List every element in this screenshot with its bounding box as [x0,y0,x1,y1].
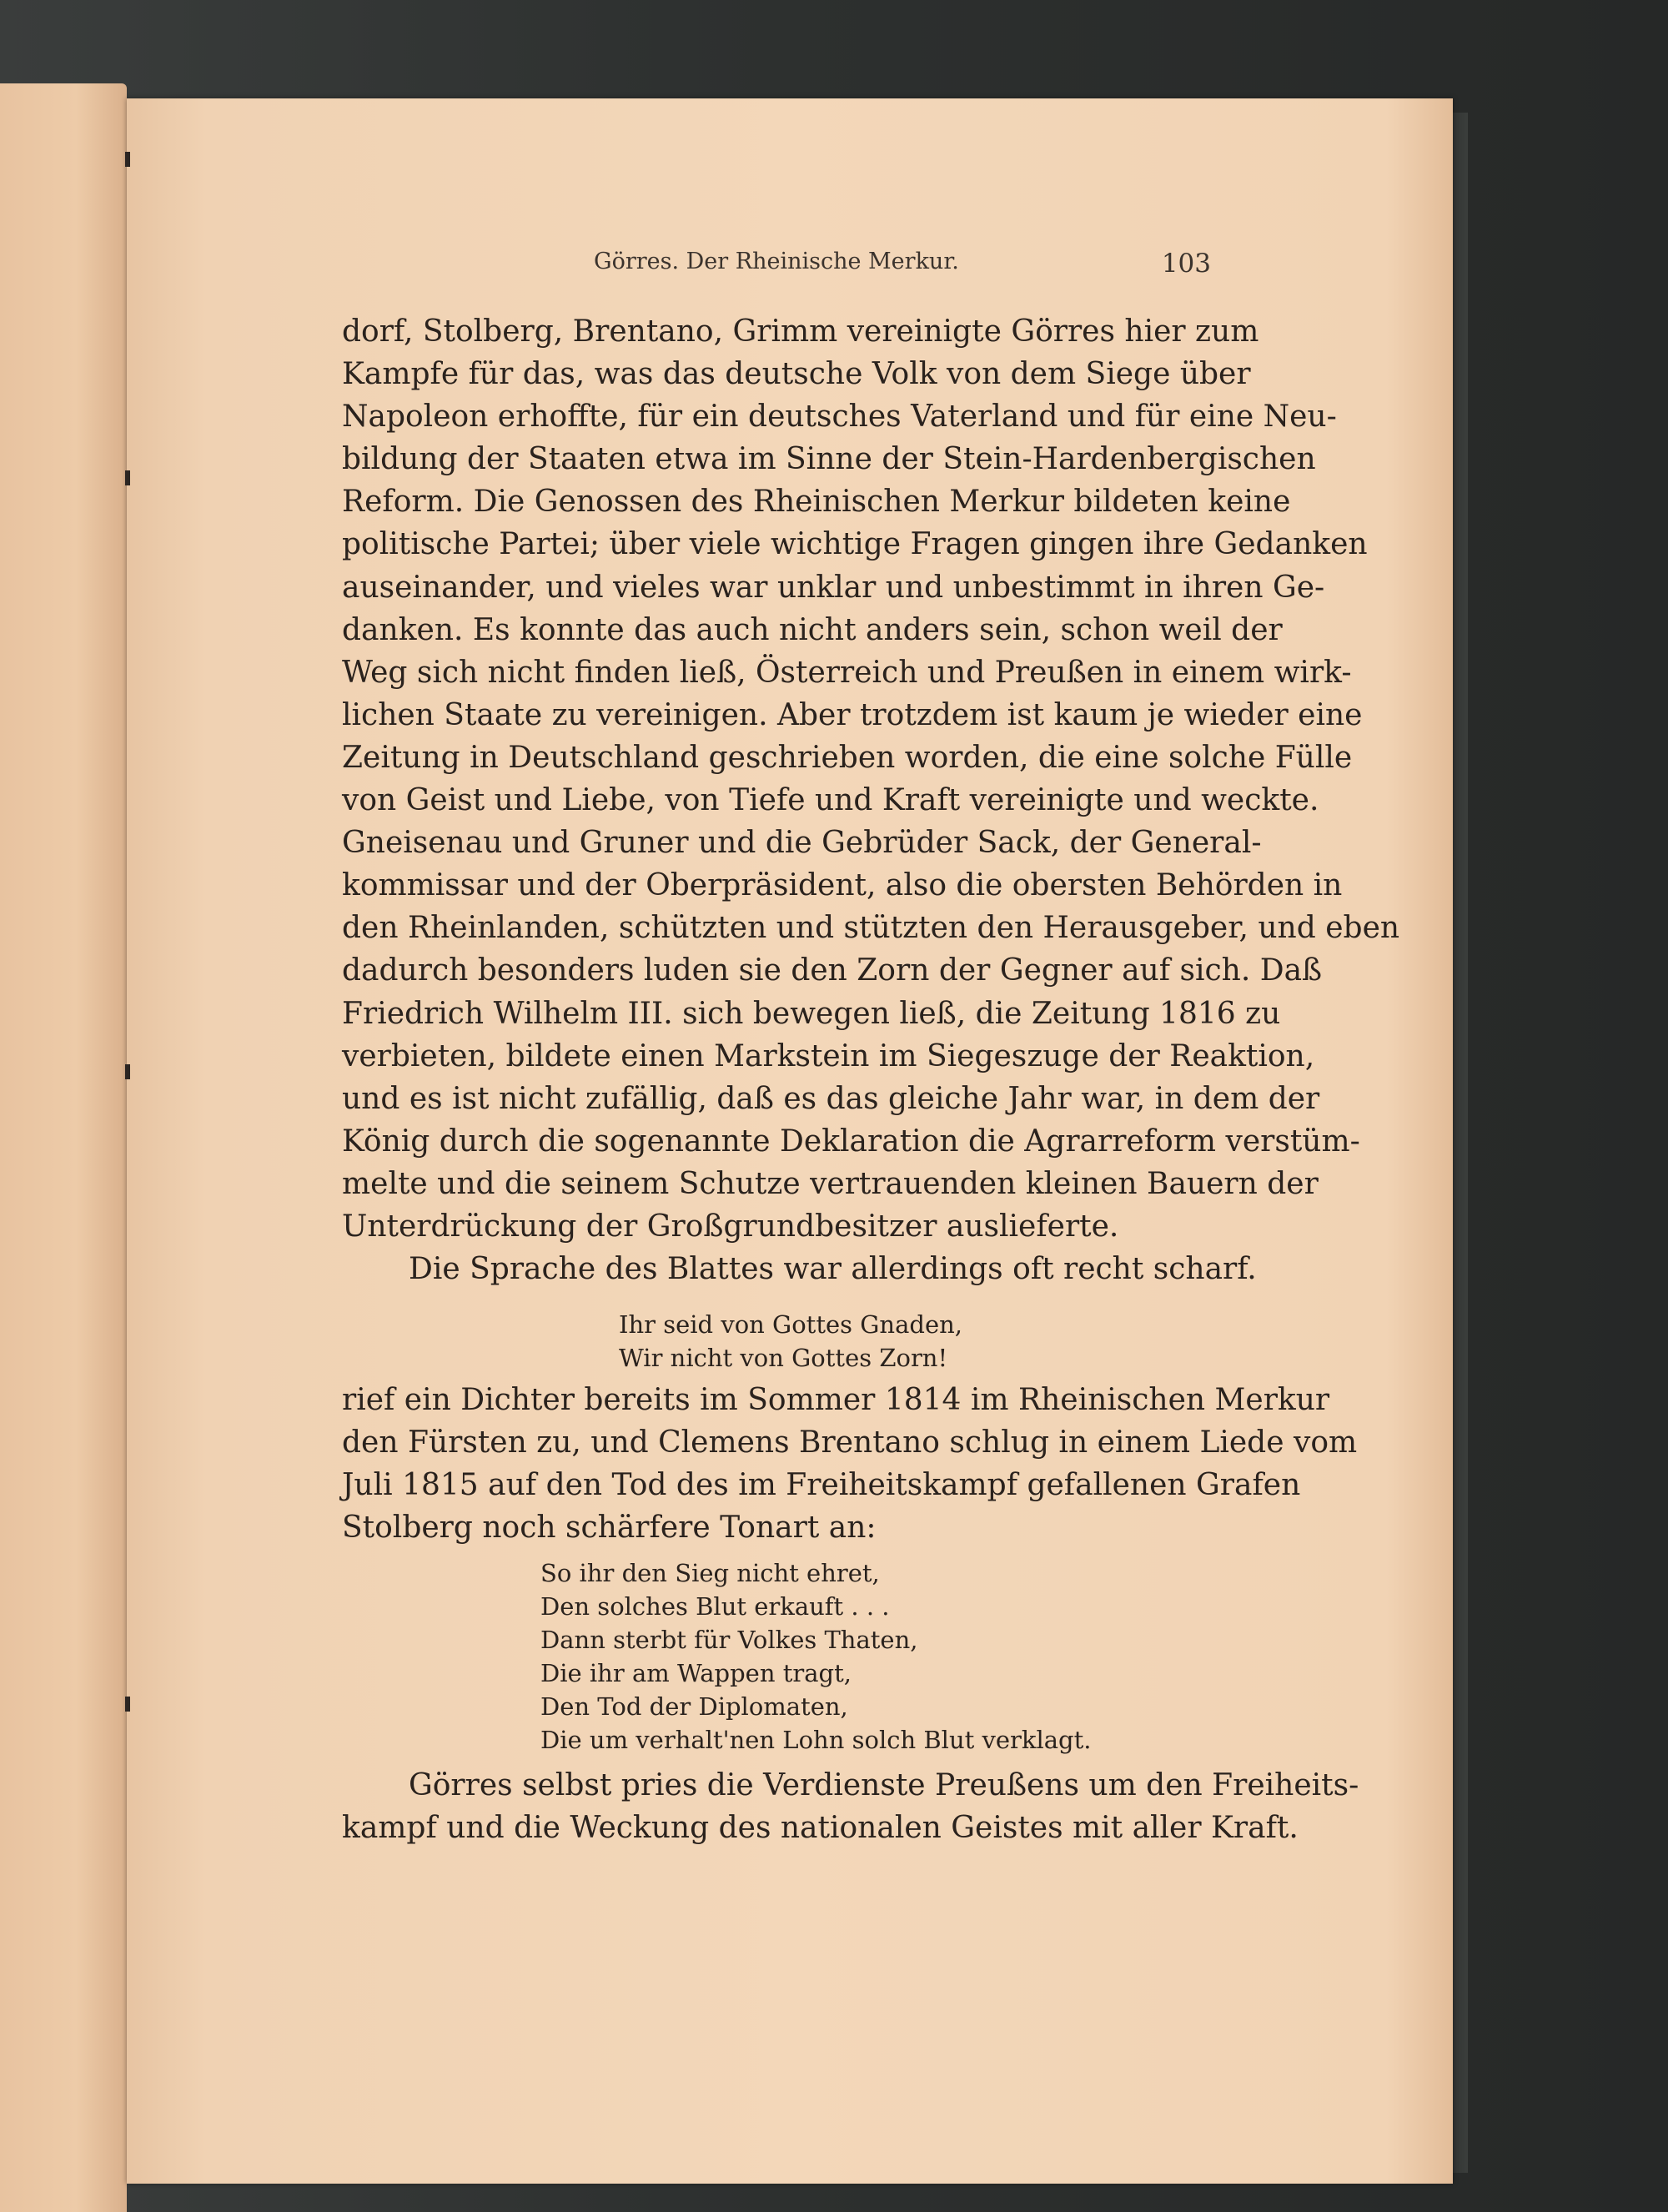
text-line: den Rheinlanden, schützten und stützten den Herausgeber, und eben [342,911,1400,946]
text-line: lichen Staate zu vereinigen. Aber trotzdem ist kaum je wieder eine [342,697,1363,732]
verse-line: Den Tod der Diplomaten, [540,1692,848,1721]
verse-line: Die ihr am Wappen tragt, [540,1659,852,1687]
text-line: Zeitung in Deutschland geschrieben worden, die eine solche Fülle [342,740,1353,775]
text-line: den Fürsten zu, und Clemens Brentano schlug in einem Liede vom [342,1425,1358,1460]
verse-line: Wir nicht von Gottes Zorn! [619,1344,948,1372]
text-line: bildung der Staaten etwa im Sinne der Stein-Hardenbergischen [342,442,1316,477]
body-text-end [342,1764,1359,1849]
verse-line: Dann sterbt für Volkes Thaten, [540,1626,918,1654]
running-head-title: Görres. Der Rheinische Merkur. [594,249,959,274]
verse-quote-1 [619,1308,962,1375]
gutter-sewing-mark [125,152,130,167]
text-line: dadurch besonders luden sie den Zorn der Gegner auf sich. Daß [342,953,1323,988]
text-line: auseinander, und vieles war unklar und unbestimmt in ihren Ge- [342,570,1325,605]
verse-line: Den solches Blut erkauft . . . [540,1592,890,1621]
left-page-edge [0,83,127,2212]
paragraph-first-line: Die Sprache des Blattes war allerdings oft recht scharf. [409,1252,1257,1287]
verse-line: So ihr den Sieg nicht ehret, [540,1559,880,1587]
verse-line: Ihr seid von Gottes Gnaden, [619,1310,963,1339]
text-line: und es ist nicht zufällig, daß es das gleiche Jahr war, in dem der [342,1081,1320,1116]
text-line: Görres selbst pries die Verdienste Preußens um den Freiheits- [409,1768,1359,1802]
text-line: politische Partei; über viele wichtige Fragen gingen ihre Gedanken [342,527,1368,562]
text-line: kommissar und der Oberpräsident, also die obersten Behörden in [342,868,1343,903]
running-head [250,249,1234,282]
page-number: 103 [1161,249,1211,279]
text-line: dorf, Stolberg, Brentano, Grimm vereinigte Görres hier zum [342,314,1259,349]
text-line: melte und die seinem Schutze vertrauenden kleinen Bauern der [342,1166,1319,1201]
text-line: Weg sich nicht finden ließ, Österreich und Preußen in einem wirk- [342,655,1352,690]
verse-line: Die um verhalt'nen Lohn solch Blut verklagt. [540,1726,1092,1754]
text-line: Unterdrückung der Großgrundbesitzer auslieferte. [342,1209,1119,1244]
text-line: rief ein Dichter bereits im Sommer 1814 im Rheinischen Merkur [342,1383,1330,1417]
text-line: Napoleon erhoffte, für ein deutsches Vaterland und für eine Neu- [342,400,1337,435]
text-line: König durch die sogenannte Deklaration die Agrarreform verstüm- [342,1124,1360,1159]
body-text-middle [342,1379,1358,1549]
text-line: Kampfe für das, was das deutsche Volk von dem Siege über [342,357,1251,392]
gutter-sewing-mark [125,470,130,485]
gutter-sewing-mark [125,1697,130,1712]
text-line: von Geist und Liebe, von Tiefe und Kraft vereinigte und weckte. [342,783,1319,818]
text-line: Stolberg noch schärfere Tonart an: [342,1511,877,1546]
text-line: Friedrich Wilhelm III. sich bewegen ließ, die Zeitung 1816 zu [342,996,1281,1031]
text-line: kampf und die Weckung des nationalen Geistes mit aller Kraft. [342,1811,1299,1846]
verse-quote-2 [540,1556,1091,1757]
text-line: Gneisenau und Gruner und die Gebrüder Sack, der General- [342,826,1262,861]
gutter-sewing-mark [125,1064,130,1079]
text-line: verbieten, bildete einen Markstein im Siegeszuge der Reaktion, [342,1038,1315,1073]
text-line: Reform. Die Genossen des Rheinischen Merkur bildeten keine [342,485,1291,520]
body-text [342,310,1400,1290]
text-line: danken. Es konnte das auch nicht anders sein, schon weil der [342,612,1283,647]
text-line: Juli 1815 auf den Tod des im Freiheitskampf gefallenen Grafen [342,1468,1301,1503]
